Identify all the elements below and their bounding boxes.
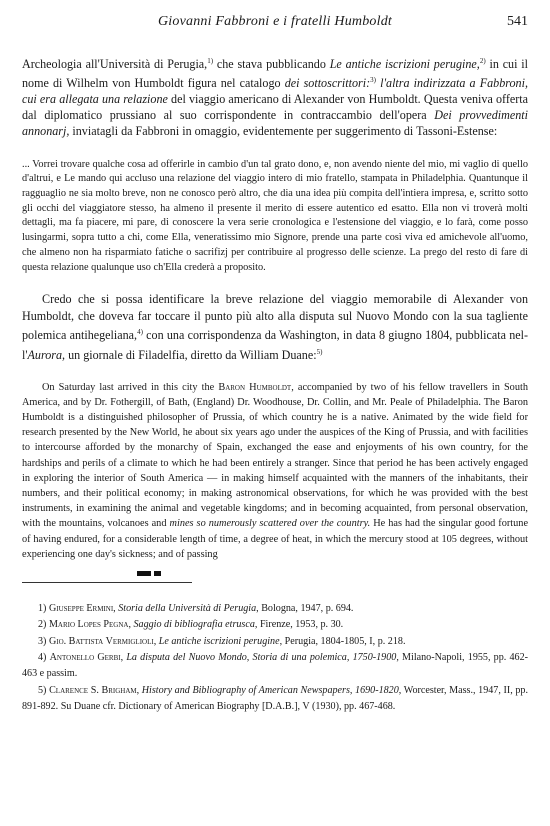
- text-run: Credo che si possa identificare la breve relazione del viaggio memorabile di Alexander von Humboldt, che doveva far toccare il punto più alto alla disputa sul Nuovo Mondo con la sua tagliente polemica antihegeliana,: [22, 292, 528, 343]
- footnote-details: , Bologna, 1947, p. 694.: [256, 603, 354, 615]
- page-header: [22, 14, 528, 36]
- footnote-details: , Worcester, Mass., 1947, II, pp. 891-892. Su Duane cfr. Dictionary of American Biography [D.A.B.], V (1930), pp. 467-468.: [22, 684, 528, 712]
- body-paragraph-1: [22, 54, 528, 140]
- footnote: [22, 601, 528, 617]
- footnote-separator: ,: [153, 635, 159, 647]
- italic-title: Dei provvedimenti annonarj,: [22, 107, 529, 138]
- footnote-author: Gio. Battista Vermiglioli: [48, 635, 154, 647]
- footnote-ref-5: 5): [316, 348, 323, 357]
- footnotes: [22, 601, 528, 715]
- text-run: On Saturday last arrived in this city the: [42, 381, 219, 393]
- text-run: , accompanied by two of his fellow travellers in South America, and by Dr. Fothergill, of Bath, (England) Dr. Woodhouse, Dr. Collin, and Mr. Peale of Philadelphia. The Baron Humboldt is a distinguished philosopher of Prussia, of which country he is a native. Animated by the wide field for research presented by the New World, he about six years ago under the auspices of the King of Prussia, and with facilities to intercourse afforded by the monarchy of Spain, exchanged the ease and enjoyments of his own country, for the hardships and perils of a climate to which he had been entirely a stranger. Since that period he has been actively engaged in exploring the interior of South America — in making himself acquainted with the manners of the inhabitants, their numbers, and their political economy; in making astronomical observations, for which he was provided with the best instruments, in examining the animal and vegetable kingdoms; and in becoming acquainted, from personal observation, with the mountains, volcanoes and: [22, 381, 528, 530]
- footnote-details: , Milano-Napoli, 1955, pp. 462-463 e passim.: [22, 651, 529, 680]
- footnote-ref-4: 4): [137, 328, 143, 337]
- italic-title: Le antiche iscrizioni perugine,: [329, 57, 480, 72]
- footnote-number: 2): [38, 619, 47, 631]
- text-run: con una corrispondenza da Washington, in data 8 giugno 1804, pubblicata nel-l': [22, 328, 528, 363]
- text-run: He has had the singular good fortune of having endured, for a considerable length of time, a degree of heat, in which the mercury stood at 105 degrees, without experiencing one day's sickness; and of passing: [22, 518, 529, 560]
- footnote-number: 1): [38, 603, 47, 615]
- footnote-title: Storia della Università di Perugia: [118, 603, 257, 615]
- body-paragraph-2: [22, 291, 528, 363]
- block-quote-english: [22, 380, 528, 562]
- footnote-title: La disputa del Nuovo Mondo, Storia di una polemica, 1750-1900: [126, 651, 397, 663]
- footnote: [22, 650, 528, 683]
- italic-text: l'altra indirizzata a Fabbroni, cui era allegata una relazione: [22, 75, 528, 106]
- footnote-separator: ,: [128, 619, 134, 631]
- text-run: del viaggio americano di Alexander von Humboldt. Questa veniva offerta dal diplomatico prussiano al suo corrispondente in contraccambio dell'opera: [22, 91, 528, 122]
- text-run: inviatagli da Fabbroni in omaggio, evidentemente per suggerimento di Tassoni-Estense:: [69, 123, 498, 138]
- footnote-number: 3): [38, 635, 47, 647]
- footnote-number: 5): [38, 684, 47, 696]
- footnote: [22, 617, 528, 633]
- footnote-title: Saggio di bibliografia etrusca: [133, 619, 255, 631]
- block-quote-italian: ... Vorrei trovare qualche cosa ad offerirle in cambio d'un tal grato dono, e, non avendo niente del mio, mi vaglio di quello d'altrui, e Le mando qui accluso una relazione del viaggio intero di mio fratello, stampata in Philadelphia. Quantunque il ragguaglio ne sia molto breve, non ne conosco però altro, che dia una idea più compita dell'intiera impresa, e, scritto sotto gli occhi del viaggiatore stesso, ha almeno il presente il merito di essere autentico ed esatto. Ella non vi troverà molti dettagli, ma fa piacere, mi pare, di conoscere la vera serie cronologica e l'estensione del viaggio, e lo farà, come posso lusingarmi, sopra tutto a chi, come Ella, veneratissimo mio Signore, prende una parte così viva ed amichevole all'uomo, che almeno non ha risparmiato fatiche o sacrifizj per contribuire al progresso delle scienze. La prego del resto di fare di questa relazione qualunque uso ch'Ella crederà a proposito.: [22, 158, 528, 273]
- footnote: [22, 683, 528, 716]
- footnote-separator: ,: [120, 651, 127, 663]
- footnote-separator: ,: [113, 603, 119, 615]
- running-title: Giovanni Fabbroni e i fratelli Humboldt: [158, 14, 392, 29]
- footnote-title: History and Bibliography of American Newspapers, 1690-1820: [141, 684, 399, 696]
- italic-text: dei sottoscrittori:: [284, 75, 371, 90]
- text-run: in cui il nome di Wilhelm von Humboldt figura nel catalogo: [22, 57, 528, 90]
- footnote-author: Antonello Gerbi: [49, 651, 121, 663]
- footnote-ref-3: 3): [370, 75, 376, 84]
- text-run: che stava pubblicando: [213, 57, 330, 72]
- footnote-rule: [22, 582, 192, 583]
- footnote-number: 4): [38, 651, 47, 663]
- footnote-author: Giuseppe Ermini: [48, 603, 114, 615]
- document-page: [22, 14, 528, 715]
- text-run: un giornale di Filadelfia, diretto da William Duane:: [65, 348, 317, 363]
- footnote-author: Clarence S. Brigham: [49, 684, 137, 696]
- footnote-details: , Perugia, 1804-1805, I, p. 218.: [279, 635, 406, 647]
- text-run: Archeologia all'Università di Perugia,: [22, 57, 208, 72]
- footnote-ref-1: 1): [207, 57, 214, 65]
- footnote-ref-2: 2): [479, 57, 486, 65]
- small-caps-name: Baron Humboldt: [218, 381, 292, 393]
- footnote-separator: ,: [136, 684, 142, 696]
- italic-text: mines so numerously scattered over the country.: [169, 518, 371, 530]
- footnote: [22, 634, 528, 650]
- page-number: 541: [507, 14, 528, 29]
- footnote-details: , Firenze, 1953, p. 30.: [254, 619, 344, 631]
- italic-title: Aurora,: [27, 348, 66, 363]
- footnote-author: Mario Lopes Pegna: [48, 619, 129, 631]
- footnote-title: Le antiche iscrizioni perugine: [158, 635, 280, 647]
- ink-blot-mark: [137, 568, 165, 578]
